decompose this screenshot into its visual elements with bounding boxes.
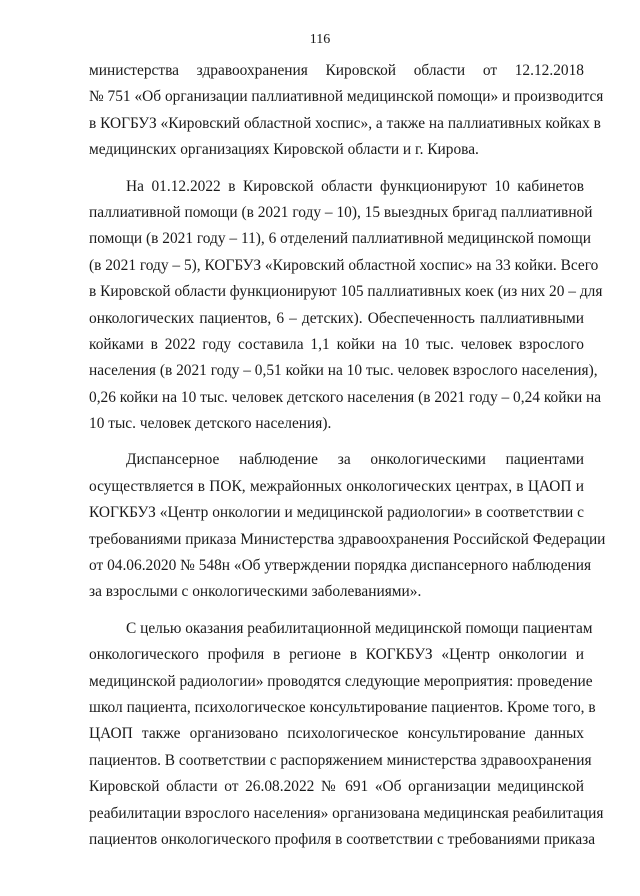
text-line: от 04.06.2020 № 548н «Об утверждении порядка диспансерного наблюдения bbox=[89, 557, 592, 575]
text-line: школ пациента, психологическое консультирование пациентов. Кроме того, в bbox=[89, 698, 596, 716]
paragraph bbox=[89, 616, 604, 854]
text-line: На 01.12.2022 в Кировской области функционируют 10 кабинетов bbox=[126, 177, 584, 195]
text-line: министерства здравоохранения Кировской области от 12.12.2018 bbox=[89, 62, 584, 79]
text-line: медицинских организациях Кировской области и г. Кирова. bbox=[89, 141, 479, 159]
text-line: пациентов. В соответствии с распоряжением министерства здравоохранения bbox=[89, 751, 592, 769]
text-line: Диспансерное наблюдение за онкологическими пациентами bbox=[126, 451, 584, 469]
text-line: (в 2021 году – 5), КОГБУЗ «Кировский областной хоспис» на 33 койки. Всего bbox=[89, 256, 599, 274]
text-line: паллиативной помощи (в 2021 году – 10), 15 выездных бригад паллиативной bbox=[89, 203, 593, 221]
paragraph-gap bbox=[89, 437, 584, 447]
text-line: 10 тыс. человек детского населения). bbox=[89, 415, 332, 433]
text-line: онкологических пациентов, 6 – детских). Обеспеченность паллиативными bbox=[89, 309, 584, 327]
paragraph bbox=[89, 58, 604, 164]
text-line: требованиями приказа Министерства здравоохранения Российской Федерации bbox=[89, 530, 606, 548]
text-line: КОГКБУЗ «Центр онкологии и медицинской радиологии» в соответствии с bbox=[89, 504, 584, 522]
text-line: Кировской области от 26.08.2022 № 691 «Об организации медицинской bbox=[89, 778, 584, 796]
text-line: № 751 «Об организации паллиативной медицинской помощи» и производится bbox=[89, 88, 604, 106]
text-line: в КОГБУЗ «Кировский областной хоспис», а также на паллиативных койках в bbox=[89, 114, 601, 132]
document-body bbox=[89, 58, 606, 853]
text-line: медицинской радиологии» проводятся следующие мероприятия: проведение bbox=[89, 672, 593, 690]
page-number: 116 bbox=[309, 32, 331, 47]
text-line: пациентов онкологического профиля в соответствии с требованиями приказа bbox=[89, 830, 596, 848]
paragraph-list bbox=[89, 58, 606, 853]
text-line: онкологического профиля в регионе в КОГКБУЗ «Центр онкологии и bbox=[89, 646, 584, 664]
text-line: в Кировской области функционируют 105 паллиативных коек (из них 20 – для bbox=[89, 283, 603, 301]
paragraph bbox=[89, 174, 603, 438]
paragraph bbox=[89, 447, 606, 605]
text-line: помощи (в 2021 году – 11), 6 отделений паллиативной медицинской помощи bbox=[89, 230, 591, 248]
text-line: С целью оказания реабилитационной медицинской помощи пациентам bbox=[126, 619, 593, 637]
paragraph-gap bbox=[89, 606, 584, 616]
text-line: осуществляется в ПОК, межрайонных онкологических центрах, в ЦАОП и bbox=[89, 477, 584, 495]
text-line: за взрослыми с онкологическими заболеваниями». bbox=[89, 583, 422, 601]
paragraph-gap bbox=[89, 164, 584, 174]
text-line: 0,26 койки на 10 тыс. человек детского населения (в 2021 году – 0,24 койки на bbox=[89, 388, 602, 406]
text-line: населения (в 2021 году – 0,51 койки на 10 тыс. человек взрослого населения), bbox=[89, 362, 598, 380]
text-line: реабилитации взрослого населения» организована медицинская реабилитация bbox=[89, 804, 604, 822]
text-line: ЦАОП также организовано психологическое консультирование данных bbox=[89, 725, 584, 743]
text-line: койками в 2022 году составила 1,1 койки на 10 тыс. человек взрослого bbox=[89, 335, 584, 353]
